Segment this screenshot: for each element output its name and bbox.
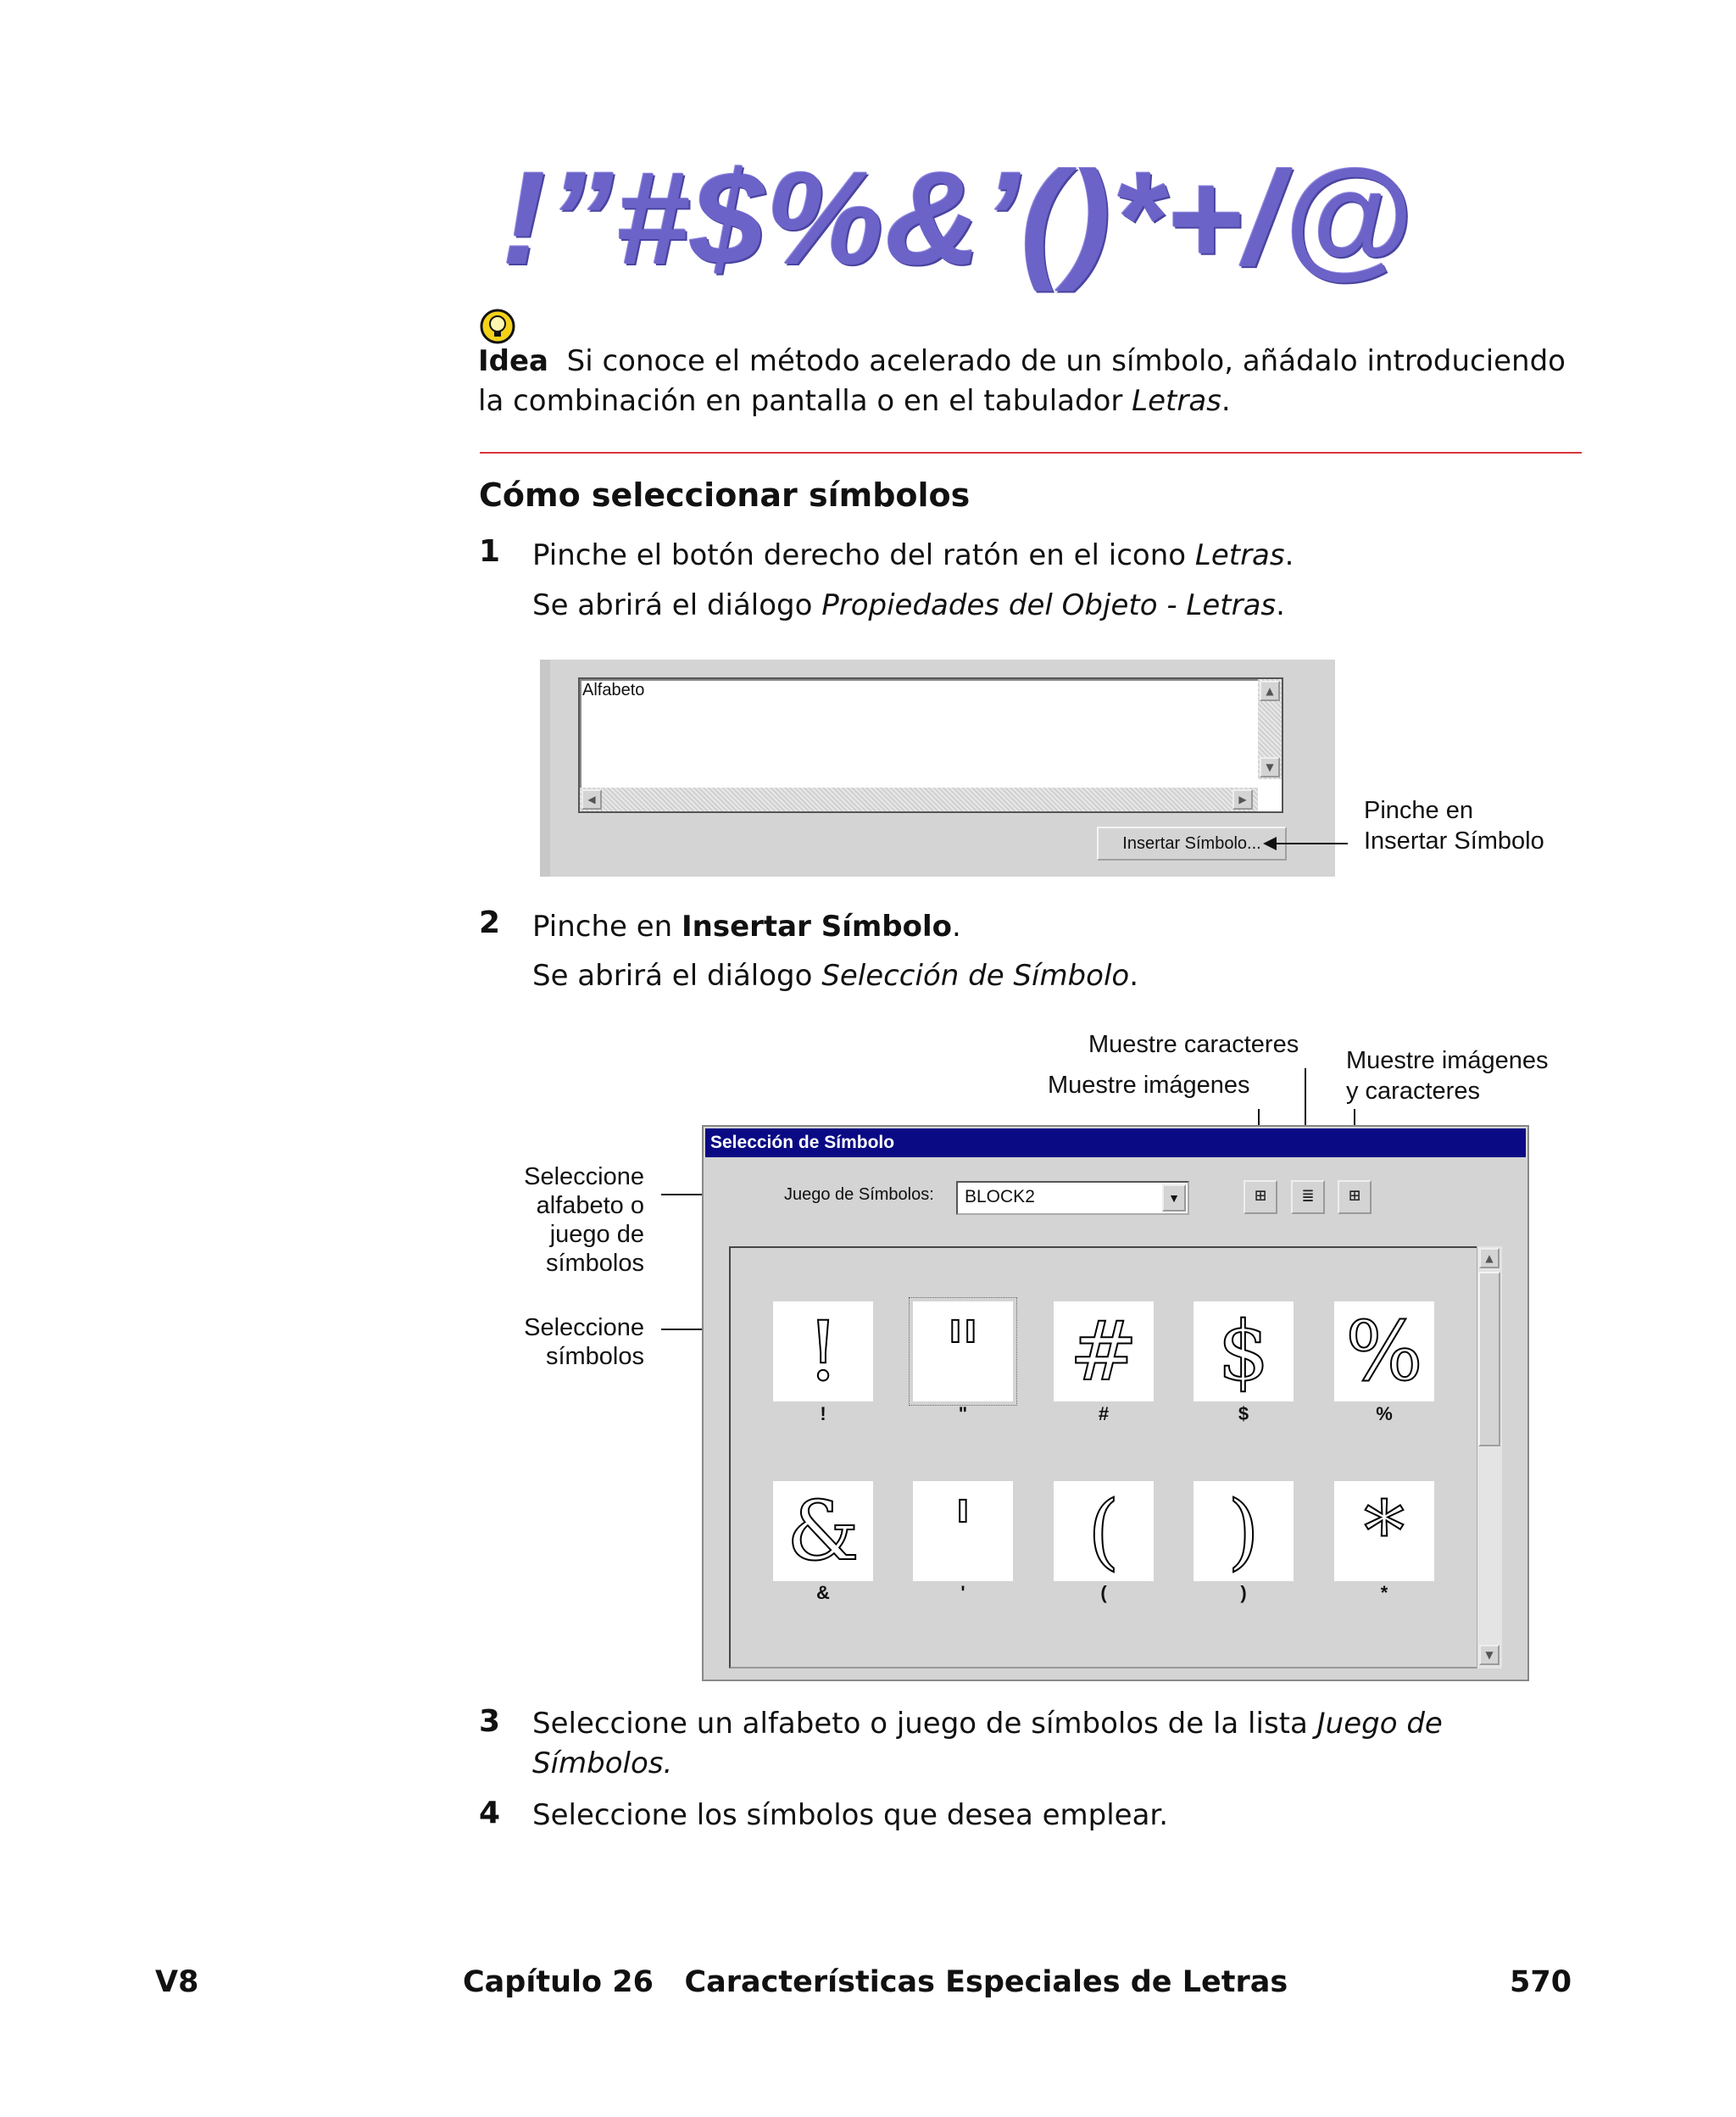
arrowhead-icon (1263, 837, 1277, 850)
symbol-cell[interactable]: ) (1194, 1481, 1294, 1581)
insert-symbol-button[interactable]: Insertar Símbolo... (1097, 827, 1287, 861)
symbol-label: ' (960, 1582, 965, 1603)
scroll-down-icon[interactable]: ▼ (1479, 1645, 1500, 1665)
tip-text: Idea Si conoce el método acelerado de un símbolo, añádalo introduciendo la combinación en pantalla o en el tabulador Letras. (478, 344, 1566, 418)
scroll-right-icon[interactable]: ▶ (1232, 789, 1253, 810)
show-images-button[interactable] (1244, 1180, 1277, 1214)
symbol-cell[interactable]: " (913, 1301, 1013, 1401)
footer-chapter: Capítulo 26 Características Especiales de Letras (463, 1965, 1288, 1999)
tip-label: Idea (478, 344, 548, 378)
symbol-label: % (1376, 1403, 1393, 1424)
show-characters-button[interactable] (1291, 1180, 1325, 1214)
step-number: 1 (479, 534, 501, 569)
character-list-icon: ≣ (1302, 1185, 1314, 1206)
select-alphabet-callout: Seleccione alfabeto o juego de símbolos (524, 1163, 644, 1277)
symbol-label: " (958, 1403, 968, 1424)
dialog-titlebar: Selección de Símbolo (705, 1128, 1526, 1157)
scroll-left-icon[interactable]: ◀ (581, 789, 602, 810)
symbols-banner: !”#$%&’()*+/@ (502, 145, 1414, 292)
step-2-text: Pinche en Insertar Símbolo. (532, 910, 961, 944)
step-4-text: Seleccione los símbolos que desea emplear. (532, 1798, 1169, 1832)
image-grid-icon: ⊞ (1255, 1185, 1266, 1206)
callout-arrow (1271, 843, 1348, 844)
symbol-cell[interactable]: ' (913, 1481, 1013, 1581)
select-symbols-callout: Seleccione símbolos (524, 1314, 644, 1370)
step-number: 3 (479, 1704, 501, 1739)
insert-symbol-callout: Pinche en Insertar Símbolo (1364, 797, 1544, 855)
symbol-set-select[interactable]: BLOCK2 ▼ (956, 1181, 1189, 1215)
step-1-text: Pinche el botón derecho del ratón en el icono Letras. (532, 538, 1294, 572)
scroll-up-icon[interactable]: ▲ (1260, 681, 1280, 701)
show-images-and-characters-callout: Muestre imágenes y caracteres (1346, 1047, 1549, 1105)
scroll-down-icon[interactable]: ▼ (1260, 757, 1280, 777)
lightbulb-icon (480, 309, 515, 344)
step-2-subtext: Se abrirá el diálogo Selección de Símbolo. (532, 959, 1139, 993)
symbol-cell[interactable]: $ (1194, 1301, 1294, 1401)
show-characters-callout: Muestre caracteres (1088, 1031, 1299, 1058)
symbol-cell[interactable]: * (1334, 1481, 1434, 1581)
divider (480, 452, 1582, 454)
symbol-label: ( (1100, 1582, 1107, 1603)
show-images-and-characters-button[interactable] (1338, 1180, 1372, 1214)
alphabet-textarea[interactable]: Alfabeto ▲ ▼ ◀ ▶ (578, 677, 1283, 813)
section-title: Cómo seleccionar símbolos (479, 476, 971, 514)
footer-page-number: 570 (1510, 1965, 1572, 1999)
symbol-cell[interactable]: % (1334, 1301, 1434, 1401)
horizontal-scrollbar[interactable] (580, 788, 1258, 811)
symbol-cell[interactable]: ( (1054, 1481, 1154, 1581)
step-number: 2 (479, 905, 501, 940)
step-3-text: Seleccione un alfabeto o juego de símbolos de la lista Juego de Símbolos. (532, 1707, 1443, 1780)
footer-version: V8 (155, 1965, 199, 1999)
symbol-set-label: Juego de Símbolos: (784, 1185, 934, 1204)
symbol-label: ) (1240, 1582, 1247, 1603)
step-number: 4 (479, 1796, 501, 1830)
image-character-grid-icon: ⊞ (1349, 1185, 1360, 1206)
symbol-label: ! (820, 1403, 826, 1424)
show-images-callout: Muestre imágenes (1048, 1072, 1250, 1099)
symbol-cell[interactable]: ! (773, 1301, 873, 1401)
symbol-label: # (1098, 1403, 1110, 1424)
scroll-up-icon[interactable]: ▲ (1479, 1248, 1500, 1268)
symbol-cell[interactable]: & (773, 1481, 873, 1581)
symbol-label: * (1380, 1582, 1388, 1603)
scrollbar-thumb[interactable] (1478, 1272, 1500, 1446)
step-1-subtext: Se abrirá el diálogo Propiedades del Objeto - Letras. (532, 588, 1285, 622)
symbol-label: & (816, 1582, 830, 1603)
symbol-cell[interactable]: # (1054, 1301, 1154, 1401)
chevron-down-icon[interactable]: ▼ (1162, 1184, 1186, 1212)
symbol-label: $ (1238, 1403, 1249, 1424)
